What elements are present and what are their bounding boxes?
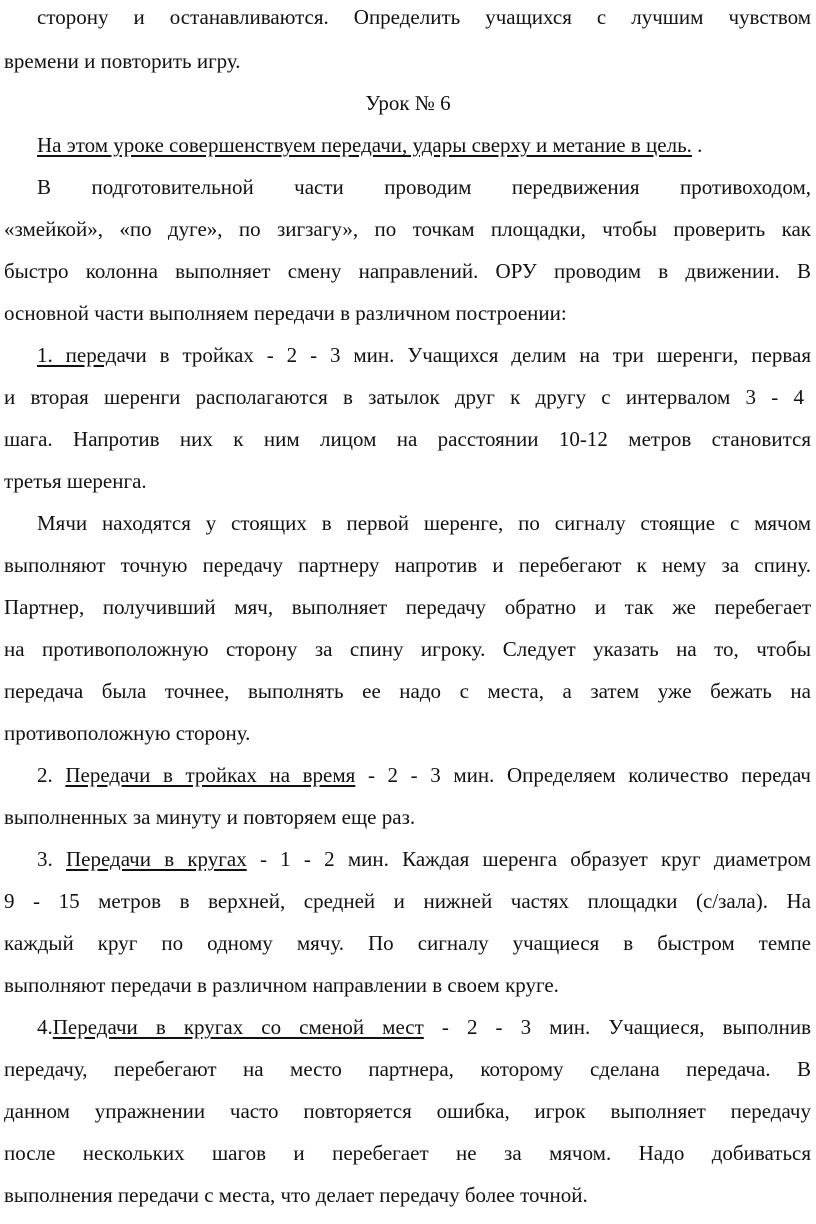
text-span: В подготовительной части проводим передвижения противоходом, (37, 175, 811, 199)
text-span: на противоположную сторону за спину игроку. Следует указать на то, чтобы (4, 637, 811, 661)
text-line (37, 509, 811, 537)
exercise-title: Передачи в кругах со сменой мест (52, 1015, 424, 1039)
exercise-title: Передачи в тройках на время (65, 763, 356, 787)
lesson-topic: На этом уроке совершенствуем передачи, удары сверху и метание в цель. (37, 133, 692, 157)
text-line (37, 173, 811, 201)
text-span: - 1 - 2 мин. Каждая шеренга образует круг диаметром (246, 847, 811, 871)
text-line (4, 677, 811, 705)
text-span: выполнения передачи с места, что делает передачу более точной. (4, 1183, 588, 1207)
text-span: третья шеренга. (4, 469, 147, 493)
text-span: 4. (37, 1015, 53, 1039)
text-line (37, 341, 811, 369)
text-span: «змейкой», «по дуге», по зигзагу», по точкам площадки, чтобы проверить как (4, 217, 811, 241)
text-line (37, 845, 811, 873)
text-span: выполняют точную передачу партнеру напротив и перебегают к нему за спину. (4, 553, 811, 577)
text-span: выполняют передачи в различном направлении в своем круге. (4, 973, 559, 997)
text-span: ачи в тройках - 2 - 3 мин. Учащихся делим на три шеренги, первая (116, 343, 811, 367)
text-line (4, 383, 804, 411)
text-span: 9 - 15 метров в верхней, средней и нижней частях площадки (с/зала). На (4, 889, 811, 913)
text-line (4, 1097, 811, 1125)
text-line (4, 425, 811, 453)
text-line (4, 635, 811, 663)
text-span: . (691, 133, 703, 157)
text-line (4, 803, 804, 831)
exercise-title: Передачи в кругах (65, 847, 247, 871)
text-span: передача была точнее, выполнять ее надо с места, а затем уже бежать на (4, 679, 811, 703)
text-span: данном упражнении часто повторяется ошибка, игрок выполняет передачу (4, 1099, 811, 1123)
text-line (4, 971, 804, 999)
text-line (37, 3, 811, 31)
text-line (4, 1055, 811, 1083)
text-line (4, 467, 804, 495)
text-span: Партнер, получивший мяч, выполняет передачу обратно и так же перебегает (4, 595, 811, 619)
text-line (4, 887, 811, 915)
text-span: - 2 - 3 мин. Определяем количество передач (355, 763, 811, 787)
text-span: каждый круг по одному мячу. По сигналу учащиеся в быстром темпе (4, 931, 811, 955)
text-line (4, 1139, 811, 1167)
text-span: и вторая шеренги располагаются в затылок друг к другу с интервалом 3 - 4 (4, 385, 804, 409)
lesson-title-text: Урок № 6 (365, 91, 451, 115)
text-span: после нескольких шагов и перебегает не за мячом. Надо добиваться (4, 1141, 811, 1165)
text-line (37, 1013, 811, 1041)
text-line (4, 593, 811, 621)
text-span: 3. (37, 847, 66, 871)
text-line (4, 719, 804, 747)
text-span: 2. (37, 763, 66, 787)
text-line (37, 761, 811, 789)
text-line (4, 1181, 804, 1209)
text-span: противоположную сторону. (4, 721, 251, 745)
text-line (4, 47, 804, 75)
text-line (4, 929, 811, 957)
text-span: 1. перед (37, 343, 117, 367)
text-span: - 2 - 3 мин. Учащиеся, выполнив (423, 1015, 811, 1039)
text-span: быстро колонна выполняет смену направлений. ОРУ проводим в движении. В (4, 259, 811, 283)
text-span: основной части выполняем передачи в различном построении: (4, 301, 567, 325)
text-span: сторону и останавливаются. Определить учащихся с лучшим чувством (37, 5, 811, 29)
text-span: передачу, перебегают на место партнера, которому сделана передача. В (4, 1057, 811, 1081)
text-span: времени и повторить игру. (4, 49, 241, 73)
text-line (4, 215, 811, 243)
text-line (4, 257, 811, 285)
text-span: шага. Напротив них к ним лицом на расстоянии 10-12 метров становится (4, 427, 811, 451)
text-span: выполненных за минуту и повторяем еще раз. (4, 805, 416, 829)
lesson-title (0, 89, 816, 117)
text-line (4, 551, 811, 579)
text-line (4, 299, 804, 327)
text-span: Мячи находятся у стоящих в первой шеренге, по сигналу стоящие с мячом (37, 511, 811, 535)
text-line (37, 131, 811, 159)
